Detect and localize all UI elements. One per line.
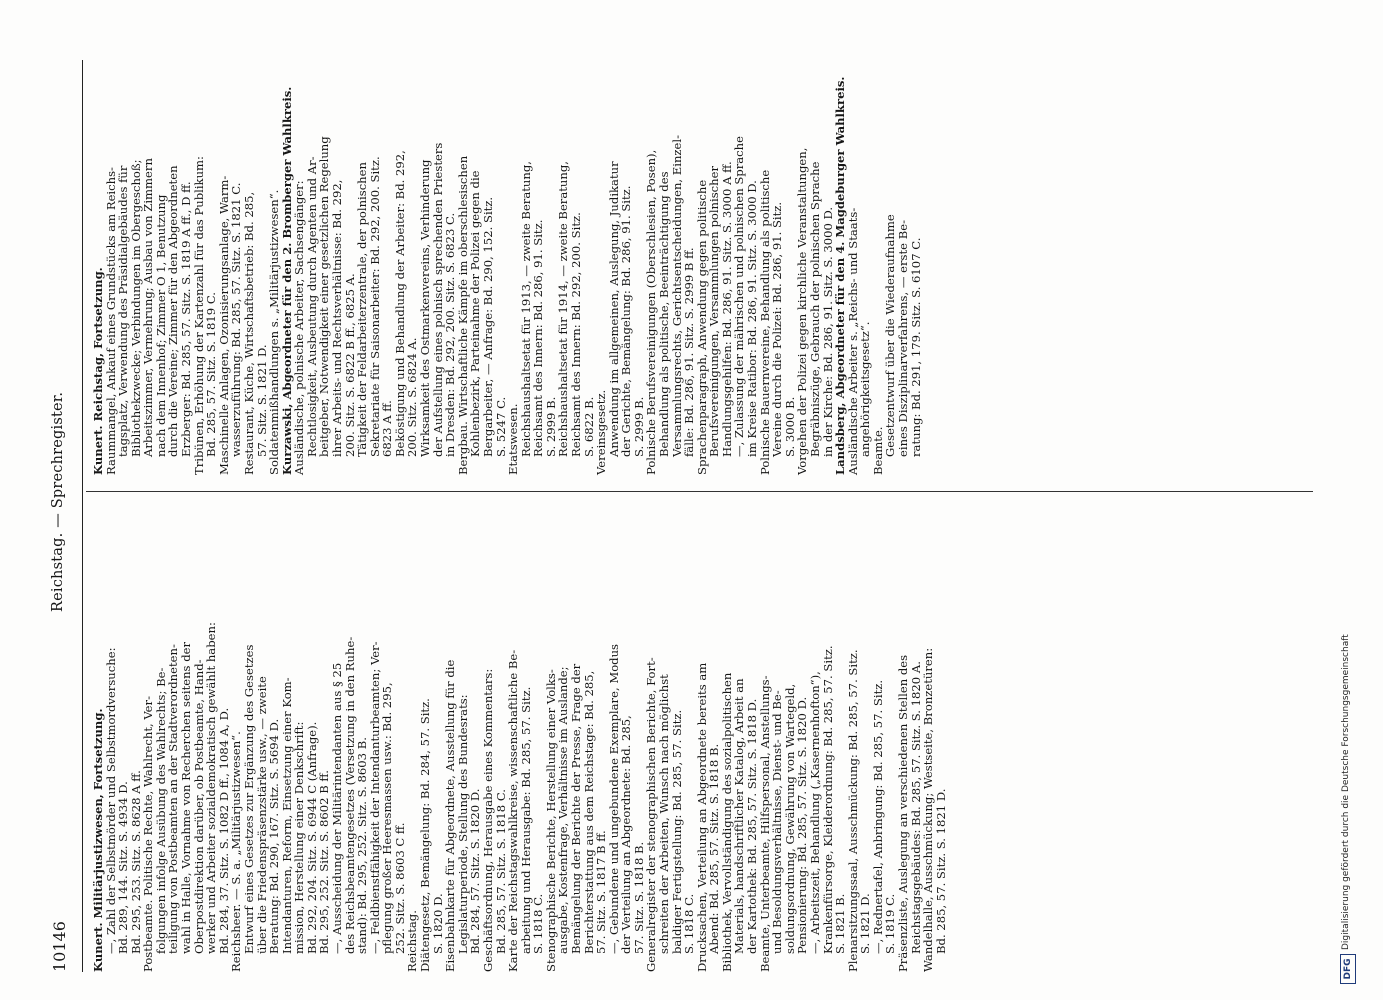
index-line: Kunert. Militärjustizwesen, Fortsetzung.	[91, 708, 105, 972]
index-line: S. 2999 B.	[543, 396, 558, 457]
index-line: nach dem Innenhof; Zimmer O 1, Benutzung	[153, 194, 168, 457]
index-line: S. 1818 C.	[682, 893, 697, 954]
index-line: schreiten der Arbeiten, Wunsch nach möglichst	[657, 674, 672, 954]
index-line: —, Rednertafel, Anbringung: Bd. 285, 57. Sitz.	[870, 679, 885, 954]
index-line: fälle: Bd. 286, 91. Sitz. S. 2999 B ff.	[682, 247, 697, 457]
index-line: Bibliothekzwecke; Verbindungen im Obergeschoß;	[128, 159, 143, 457]
index-line: Restaurant, Küche, Wirtschaftsbetrieb: Bd. 285,	[241, 191, 256, 475]
index-line: Polnische Bauernvereine, Behandlung als politische	[757, 169, 772, 475]
index-line: —, Gebundene und ungebundene Exemplare, Modus	[606, 643, 621, 954]
index-line: Bd. 284, 37. Sitz. S. 1082 D ff., 1084 A, D.	[216, 707, 231, 954]
index-line: Tribünen, Erhöhung der Kartenzahl für das Publikum:	[191, 156, 206, 475]
index-line: Kurzawski, Abgeordneter für den 2. Bromberger Wahlkreis.	[279, 86, 294, 475]
index-line: —, Arbeitszeit, Behandlung („Kasernenhofton“),	[807, 671, 822, 954]
index-line: und Besoldungsverhältnisse, Dienst- und Be-	[770, 690, 785, 954]
index-line: 57. Sitz. S. 1817 B ff.	[594, 830, 609, 954]
index-line: angehörigkeitsgesetz“.	[858, 321, 873, 457]
funding-credit: Digitalisierung gefördert durch die Deutsche Forschungsgemeinschaft	[1341, 634, 1351, 950]
index-line: Drucksachen, Verteilung an Abgeordnete bereits am	[694, 662, 709, 972]
index-line: Oberpostdirektion darüber, ob Postbeamte, Hand-	[191, 659, 206, 954]
dfg-logo: DFG	[1340, 954, 1356, 984]
digitization-stamp	[1338, 24, 1368, 984]
index-line: Materials, handschriftlicher Katalog, Arbeit an	[732, 678, 747, 954]
index-line: Beamte, Unterbeamte, Hilfspersonal, Anstellungs-	[757, 675, 772, 972]
index-line: in Dresden: Bd. 292, 200. Sitz. S. 6823 C.	[443, 212, 458, 457]
index-line: 6823 A ff.	[380, 400, 395, 457]
index-line: beitgeber, Notwendigkeit einer gesetzlichen Regelung	[317, 136, 332, 457]
index-line: Entwurf eines Gesetzes zur Ergänzung des Gesetzes	[241, 644, 256, 954]
left-column	[92, 502, 947, 972]
index-line: wasserzuführung: Bd. 285, 57. Sitz. S. 1821 C.	[229, 182, 244, 457]
index-line: S. 1818 C.	[531, 893, 546, 954]
index-line: Vereinsgesetz.	[594, 389, 609, 475]
index-line: Polnische Berufsvereinigungen (Oberschlesien, Posen),	[644, 149, 659, 475]
index-line: Reichshaushaltsetat für 1914, — zweite Beratung,	[556, 161, 571, 457]
index-line: Erzberger: Bd. 285, 57. Sitz. S. 1819 A ff., D ff.	[179, 181, 194, 457]
index-line: Reichshaushaltsetat für 1913, — zweite Beratung,	[518, 161, 533, 457]
index-line: Sprachenparagraph, Anwendung gegen politische	[694, 179, 709, 475]
index-line: S. 1821 B.	[833, 893, 848, 954]
index-line: Diätengesetz, Bemängelung: Bd. 284, 57. Sitz.	[418, 698, 433, 972]
index-line: Abend: Bd. 285, 57. Sitz. S. 1818 B.	[707, 743, 722, 954]
index-line: Geschäftsordnung, Herausgabe eines Kommentars:	[480, 668, 495, 972]
index-line: Beratung: Bd. 290, 167. Sitz. S. 5694 D.	[267, 718, 282, 954]
index-line: Sekretariate für Saisonarbeiter: Bd. 292, 200. Sitz.	[367, 156, 382, 457]
index-line: folgungen infolge Ausübung des Wahlrechts; Be-	[153, 667, 168, 954]
index-line: Ausländische, polnische Arbeiter, Sachsengänger:	[292, 180, 307, 475]
index-line: 200. Sitz. S. 6824 A.	[405, 337, 420, 457]
index-line: Bibliothek, Vervollständigung des sozialpolitischen	[719, 672, 734, 972]
index-line: 57. Sitz. S. 1821 D.	[254, 344, 269, 457]
index-line: baldiger Fertigstellung: Bd. 285, 57. Sitz.	[669, 709, 684, 954]
index-line: Pensionierung: Bd. 285, 57. Sitz. S. 1820 D.	[795, 696, 810, 954]
index-line: werker und Arbeiter sozialdemokratisch gewählt haben:	[204, 622, 219, 954]
index-line: ihrer Arbeits- und Rechtsverhältnisse: Bd. 292,	[329, 179, 344, 457]
index-line: pflegung großer Heeresmassen usw.: Bd. 295,	[380, 682, 395, 954]
column-divider	[86, 491, 1313, 492]
index-line: Reichsamt des Innern: Bd. 286, 91. Sitz.	[531, 219, 546, 457]
index-line: Arbeitszimmer, Vermehrung; Ausbau von Zimmern	[141, 158, 156, 457]
index-line: Legislaturperiode, Stellung des Bundesrats:	[455, 694, 470, 954]
index-line: tagsplatz, Verwendung des Präsidialgebäudes für	[116, 165, 131, 457]
index-line: Versammlungsrechts, Gerichtsentscheidungen, Einzel-	[669, 134, 684, 457]
index-line: Bemängelung der Berichte der Presse, Frage der	[568, 663, 583, 954]
index-line: in der Kirche: Bd. 286, 91. Sitz. S. 3000 D.	[820, 206, 835, 457]
index-line: 200. Sitz. S. 6822 B ff., 6825 A.	[342, 273, 357, 457]
index-line: Beköstigung und Behandlung der Arbeiter: Bd. 292,	[392, 150, 407, 457]
index-line: Wandelhalle, Ausschmückung; Westseite, Bronzetüren:	[921, 647, 936, 972]
index-line: Bd. 285, 57. Sitz. S. 1818 C.	[493, 789, 508, 954]
index-line: mission, Herstellung einer Denkschrift:	[292, 721, 307, 954]
index-line: —, Zulassung der mährischen und polnischen Sprache	[732, 136, 747, 457]
index-line: stand): Bd. 295, 252. Sitz. S. 8603 B.	[355, 737, 370, 954]
index-line: S. 5247 C.	[493, 396, 508, 457]
header-rule	[82, 60, 83, 972]
index-line: wahl in Halle, Vornahme von Recherchen seitens der	[179, 641, 194, 954]
index-line: Kohlenbezirk, Parteinahme der Polizei gegen die	[468, 170, 483, 457]
index-line: Generalregister der stenographischen Berichte, Fort-	[644, 657, 659, 972]
index-line: Raummangel, Ankauf eines Grundstücks am Reichs-	[103, 167, 118, 475]
index-line: der Kartothek: Bd. 285, 57. Sitz. S. 1818 D.	[745, 698, 760, 954]
index-line: S. 3000 B.	[782, 396, 797, 457]
index-line: Postbeamte. Politische Rechte, Wahlrecht, Ver-	[141, 695, 156, 972]
index-line: Reichsamt des Innern: Bd. 292, 200. Sitz.	[568, 212, 583, 457]
index-line: eines Disziplinarverfahrens, — erste Be-	[896, 219, 910, 457]
index-line: ausgabe, Kostenfrage, Verhältnisse im Auslande;	[556, 666, 571, 954]
index-line: Intendanturen, Reform, Einsetzung einer Kom-	[279, 677, 294, 954]
index-line: arbeitung und Herausgabe: Bd. 285, 57. Sitz.	[518, 686, 533, 954]
index-line: Berichterstattung aus dem Reichstage: Bd. 285,	[581, 670, 596, 954]
index-line: Begräbniszüge, Gebrauch der polnischen Sprache	[807, 161, 822, 457]
index-line: Reichstagsgebäudes: Bd. 285, 57. Sitz. S. 1820 A.	[908, 661, 923, 954]
index-line: Bd. 295, 252. Sitz. S. 8602 B ff.	[317, 770, 332, 954]
index-line: Präsenzliste, Auslegung an verschiedenen Stellen des	[896, 654, 910, 972]
index-line: Vorgehen der Polizei gegen kirchliche Veranstaltungen,	[795, 147, 810, 475]
index-line: —, Feldbienstfähigkeit der Intendanturbeamten; Ver-	[367, 641, 382, 954]
index-line: —, Ausscheidung der Militärintendanten aus § 25	[329, 662, 344, 954]
right-column	[92, 15, 922, 475]
index-line: S. 1819 C.	[883, 893, 898, 954]
index-line: Bd. 285, 57. Sitz. S. 1819 C.	[204, 292, 219, 457]
index-line: ratung: Bd. 291, 179. Sitz. S. 6107 C.	[908, 237, 923, 457]
index-line: Kunert. Reichstag, Fortsetzung.	[91, 267, 105, 475]
index-line: Behandlung als politische, Beeinträchtigung des	[657, 171, 672, 457]
index-line: Bd. 284, 57. Sitz. S. 1820 D.	[468, 788, 483, 954]
index-line: Etatswesen.	[506, 403, 521, 475]
index-line: Handlungsgehilfen: Bd. 286, 91. Sitz. S. 3000 A ff.	[719, 161, 734, 457]
index-line: Bd. 289, 144. Sitz. S. 4934 D.	[116, 781, 131, 954]
index-line: S. 6822 B.	[581, 396, 596, 457]
index-line: S. 1820 D.	[430, 893, 445, 954]
index-line: der Verteilung an Abgeordnete: Bd. 285,	[619, 715, 634, 954]
index-line: Maschinelle Anlagen, Ozonisierungsanlage, Warm-	[216, 175, 231, 475]
index-line: im Kreise Ratibor: Bd. 286, 91. Sitz. S. 3000 D.	[745, 180, 760, 457]
index-line: Eisenbahnkarte für Abgeordnete, Ausstellung für die	[443, 659, 458, 972]
index-line: Ausländische Arbeiter s. „Reichs- und Staats-	[845, 207, 860, 475]
index-line: Bd. 292, 204. Sitz. S. 6944 C (Anfrage).	[304, 721, 319, 954]
index-line: Landsberg, Abgeordneter für den 4. Magdeburger Wahlkreis.	[833, 76, 848, 475]
index-line: Rechtlosigkeit, Ausbeutung durch Agenten und Ar-	[304, 156, 319, 457]
index-line: teiligung von Postbeamten an der Stadtverordneten-	[166, 644, 181, 954]
index-line: Reichsheer. — S. a. „Militärjustizwesen“.	[229, 731, 244, 972]
index-line: der Gerichte, Bemängelung: Bd. 286, 91. Sitz.	[619, 185, 634, 457]
index-line: Bd. 285, 57. Sitz. S. 1821 D.	[933, 788, 948, 954]
page-header	[50, 60, 72, 972]
index-line: soldungsordnung, Gewährung von Wartegeld,	[782, 683, 797, 954]
index-line: Beamte.	[870, 426, 885, 475]
index-line: Bergarbeiter, — Anfrage: Bd. 290, 152. Sitz.	[480, 196, 495, 457]
index-line: Plenarsitzungssaal, Ausschmückung: Bd. 285, 57. Sitz.	[845, 649, 860, 972]
index-line: Tätigkeit der Feldarbeiterzentrale, der polnischen	[355, 162, 370, 457]
index-line: Stenographische Berichte, Herstellung einer Volks-	[543, 669, 558, 972]
index-line: Karte der Reichstagswahlkreise, wissenschaftliche Be-	[506, 649, 521, 972]
index-line: des Reichsbeamtengesetzes (Versetzung in den Ruhe-	[342, 636, 357, 954]
page-title: Reichstag. — Sprechregister.	[50, 391, 66, 612]
index-line: —, Zahl der Selbstmörder und Selbstmordversuche:	[103, 647, 118, 954]
index-line: Krankenfürsorge, Kleiderordnung: Bd. 285, 57. Sitz.	[820, 645, 835, 954]
index-line: Reichstag.	[405, 910, 420, 972]
index-line: der Aufstellung eines polnisch sprechenden Priesters	[430, 142, 445, 457]
index-line: 252. Sitz. S. 8603 C ff.	[392, 822, 407, 954]
index-line: Berufsvereinigungen, Versammlungen polnischer	[707, 165, 722, 457]
index-line: Soldatenmißhandlungen s. „Militärjustizwesen“.	[267, 189, 282, 475]
index-line: 57. Sitz. S. 1818 B.	[631, 841, 646, 954]
page-number: 10146	[50, 921, 69, 972]
index-line: Bergbau. Wirtschaftliche Kämpfe im oberschlesischen	[455, 155, 470, 475]
index-line: durch die Vereine; Zimmer für den Abgeordneten	[166, 165, 181, 457]
index-line: S. 2999 B.	[631, 396, 646, 457]
index-line: Bd. 295, 253. Sitz. S. 8628 A ff.	[128, 770, 143, 954]
index-line: über die Friedenspräsenzstärke usw., — zweite	[254, 676, 269, 954]
index-line: S. 1821 D.	[858, 893, 873, 954]
index-line: Vereine durch die Polizei: Bd. 286, 91. Sitz.	[770, 201, 785, 457]
index-line: Anwendung im allgemeinen, Auslegung, Judikatur	[606, 161, 621, 457]
index-line: Wirksamkeit des Ostmarkenvereins, Verhinderung	[418, 159, 433, 457]
index-line: Gesetzentwurf über die Wiederaufnahme	[883, 214, 898, 457]
